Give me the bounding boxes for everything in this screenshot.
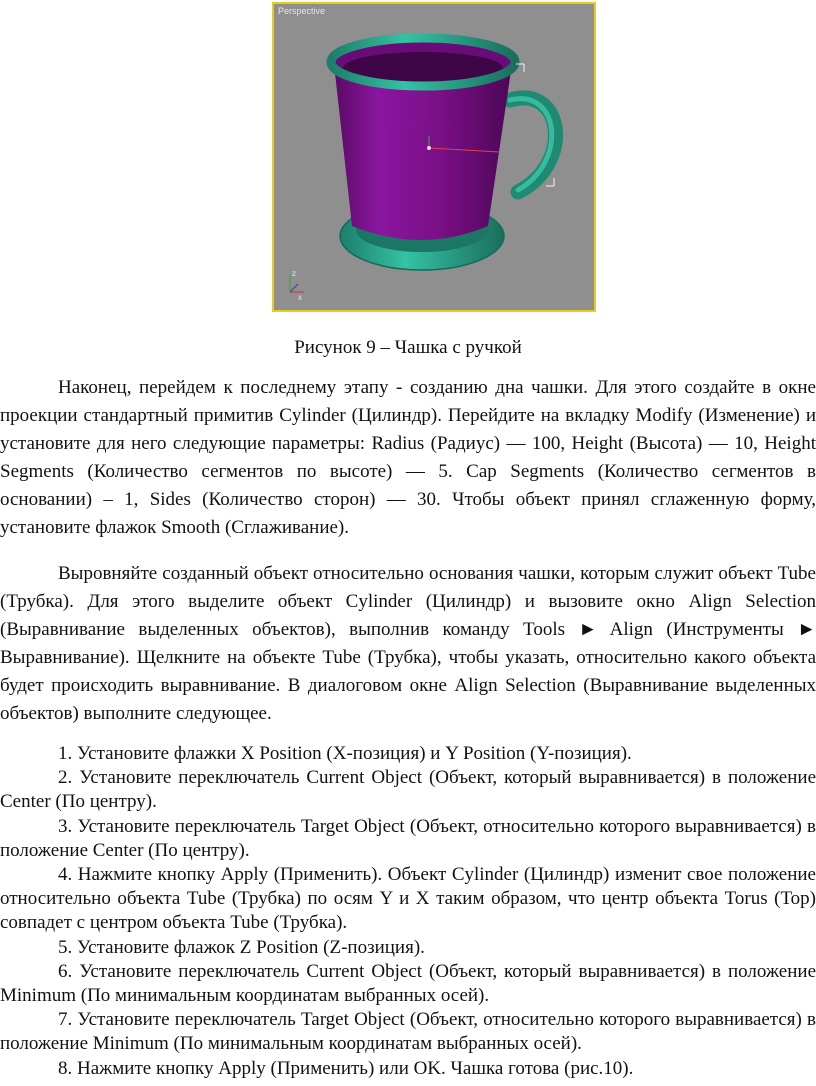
step-item: 4. Нажмите кнопку Apply (Применить). Объект Cylinder (Цилиндр) изменит свое положение относительно объекта Tube (Трубка) по осям Y и X таким образом, что центр объекта Torus (Тор) совпадет с центром объекта Tube (Трубка).: [0, 864, 816, 934]
steps-list: [0, 742, 816, 1081]
paragraph-2-text: Выровняйте созданный объект относительно основания чашки, которым служит объект Tube (Трубка). Для этого выделите объект Cylinder (Цилиндр) и вызовите окно Align Selection (Выравнивание выделенных объектов), выполнив команду Tools ► Align (Инструменты ► Выравнивание). Щелкните на объекте Tube (Трубка), чтобы указать, относительно какого объекта будет происходить выравнивание. В диалоговом окне Align Selection (Выравнивание выделенных объектов) выполните следующее.: [0, 563, 816, 724]
viewport-label[interactable]: Perspective: [278, 6, 326, 16]
axis-tripod-icon: [290, 269, 304, 302]
step-item: 6. Установите переключатель Current Object (Объект, который выравнивается) в положение Minimum (По минимальным координатам выбранных осей).: [0, 960, 816, 1007]
figure-caption: Рисунок 9 – Чашка с ручкой: [294, 337, 522, 358]
axis-z-label: z: [292, 269, 296, 278]
step-item: 5. Установите флажок Z Position (Z-позиция).: [58, 936, 425, 958]
step-item: 2. Установите переключатель Current Object (Объект, который выравнивается) в положение Center (По центру).: [0, 767, 816, 813]
paragraph-1: [0, 374, 816, 542]
paragraph-2: [0, 560, 816, 728]
axis-x-label: x: [298, 293, 302, 302]
step-item: 7. Установите переключатель Target Object (Объект, относительно которого выравнивается) в положение Minimum (По минимальным координатам выбранных осей).: [0, 1009, 816, 1055]
step-item: 3. Установите переключатель Target Object (Объект, относительно которого выравнивается) в положение Center (По центру).: [0, 815, 816, 861]
step-item: 8. Нажмите кнопку Apply (Применить) или OK. Чашка готова (рис.10).: [58, 1057, 634, 1079]
cup-render: [274, 4, 594, 310]
step-item: 1. Установите флажки X Position (X-позиция) и Y Position (Y-позиция).: [58, 743, 632, 764]
paragraph-1-text: Наконец, перейдем к последнему этапу - созданию дна чашки. Для этого создайте в окне проекции стандартный примитив Cylinder (Цилиндр). Перейдите на вкладку Modify (Изменение) и установите для него следующие параметры: Radius (Радиус) — 100, Height (Высота) — 10, Height Segments (Количество сегментов по высоте) — 5. Cap Segments (Количество сегментов в основании) – 1, Sides (Количество сторон) — 30. Чтобы объект принял сглаженную форму, установите флажок Smooth (Сглаживание).: [0, 377, 816, 538]
perspective-viewport[interactable]: [272, 2, 596, 312]
